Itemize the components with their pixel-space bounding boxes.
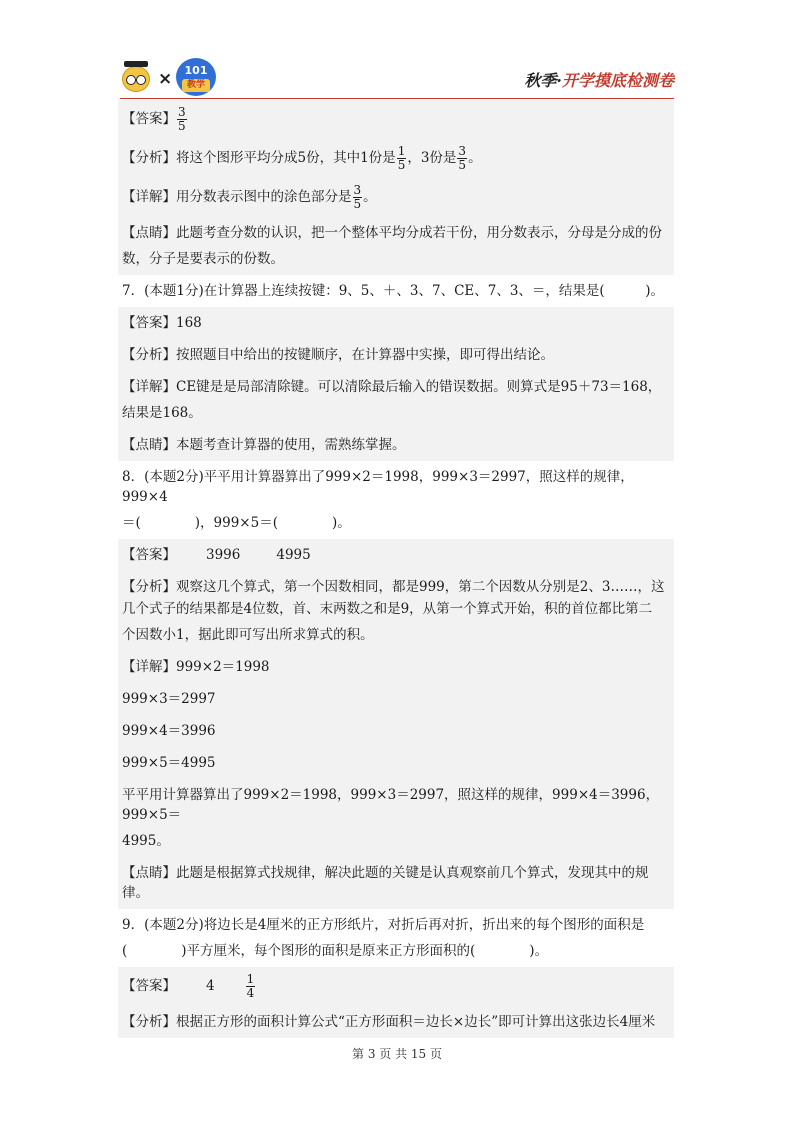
q8-question-line-2: ＝( )，999×5＝( )。 [122, 515, 351, 531]
q6-analysis: 【分析】将这个图形平均分成5份，其中1份是 $\frac{1}{5}$ ，3份是 $\frac{3}{5}$ 。 [122, 144, 482, 172]
q8-analysis-line-2: 几个式子的结果都是4位数，首、末两数之和是9，从第一个算式开始，积的首位都比第二 [122, 601, 653, 617]
document-body [118, 100, 674, 1038]
q6-solution-block [118, 100, 674, 275]
q7-solution-block [118, 307, 674, 461]
logo-times-sign: × [158, 69, 173, 89]
q7-answer: 【答案】168 [122, 315, 202, 331]
fraction: $\frac{1}{4}$ [246, 972, 255, 1000]
fraction: $\frac{3}{5}$ [458, 144, 467, 172]
q8-analysis-line-1: 【分析】观察这几个算式，第一个因数相同，都是999，第二个因数从分别是2、3……，这 [122, 579, 665, 595]
q6-answer: 【答案】 $\frac{3}{5}$ [122, 105, 186, 133]
q8-question-line-1: 8．(本题2分)平平用计算器算出了999×2＝1998，999×3＝2997，照这样的规律，999×4 [122, 469, 634, 505]
fraction: $\frac{3}{5}$ [178, 105, 186, 133]
q8-solution-block [118, 539, 674, 909]
q6-comment-line-1: 【点睛】此题考查分数的认识，把一个整体平均分成若干份，用分数表示，分母是分成的份 [122, 225, 662, 241]
logo-number: 101 [184, 64, 208, 77]
q9-solution-block [118, 967, 674, 1038]
header-title [524, 68, 674, 91]
q9-analysis-line-1: 【分析】根据正方形的面积计算公式“正方形面积＝边长×边长”即可计算出这张边长4厘米 [122, 1014, 656, 1030]
fraction: $\frac{1}{5}$ [397, 144, 406, 172]
q8-detail-line-4: 999×5＝4995 [122, 755, 216, 771]
page-number: 第 3 页 共 15 页 [352, 1047, 442, 1061]
q8-detail-line-6: 4995。 [122, 833, 170, 849]
q7-question: 7．(本题1分)在计算器上连续按键：9、5、＋、3、7、CE、7、3、＝，结果是( )。 [122, 283, 664, 299]
q8-detail-line-2: 999×3＝2997 [122, 691, 216, 707]
page-header [118, 56, 674, 100]
q7-comment: 【点睛】本题考查计算器的使用，需熟练掌握。 [122, 437, 406, 453]
q8-comment: 【点睛】此题是根据算式找规律，解决此题的关键是认真观察前几个算式，发现其中的规律。 [122, 865, 649, 901]
header-title-season: 秋季· [524, 71, 562, 90]
q8-detail-line-3: 999×4＝3996 [122, 723, 216, 739]
q6-comment-line-2: 数，分子是要表示的份数。 [122, 251, 284, 267]
logo-text: 教学 [182, 79, 210, 92]
fraction: $\frac{3}{5}$ [353, 183, 362, 211]
q9-question-line-1: 9．(本题2分)将边长是4厘米的正方形纸片，对折后再对折，折出来的每个图形的面积是 [122, 917, 645, 933]
q8-detail-line-5: 平平用计算器算出了999×2＝1998，999×3＝2997，照这样的规律，999×4＝3996，999×5＝ [122, 787, 660, 823]
header-title-name: 开学摸底检测卷 [561, 71, 674, 90]
q8-answer: 【答案】 3996 4995 [122, 547, 311, 563]
q8-analysis-line-3: 个因数小1，据此即可写出所求算式的积。 [122, 627, 374, 643]
header-divider [120, 98, 674, 99]
q9-answer: 【答案】 4 $\frac{1}{4}$ [122, 972, 255, 1000]
mascot-logo-icon [122, 66, 150, 92]
q7-analysis: 【分析】按照题目中给出的按键顺序，在计算器中实操，即可得出结论。 [122, 347, 554, 363]
q9-question-line-2: ( )平方厘米，每个图形的面积是原来正方形面积的( )。 [122, 943, 549, 959]
brand-101-logo-icon [176, 58, 216, 96]
q6-detail: 【详解】用分数表示图中的涂色部分是 $\frac{3}{5}$ 。 [122, 183, 377, 211]
q7-detail-line-2: 结果是168。 [122, 405, 202, 421]
q8-detail-line-1: 【详解】999×2＝1998 [122, 659, 270, 675]
q7-detail-line-1: 【详解】CE键是是局部清除键。可以清除最后输入的错误数据。则算式是95＋73＝168， [122, 379, 662, 395]
